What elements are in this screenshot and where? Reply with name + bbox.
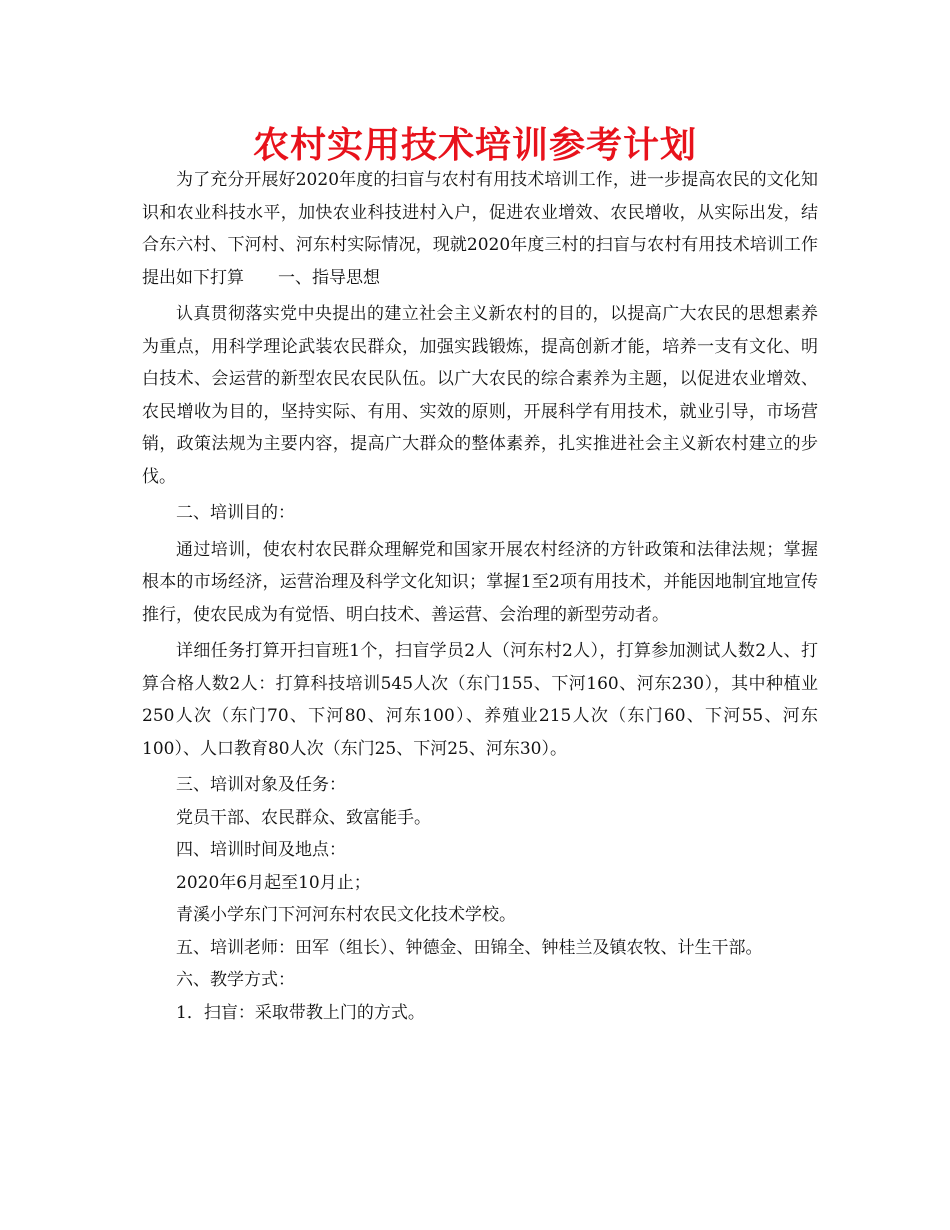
heading-training-targets: 三、培训对象及任务： — [176, 775, 346, 795]
paragraph-guiding-thought: 认真贯彻落实党中央提出的建立社会主义新农村的目的，以提高广大农民的思想素养为重点，用科学理论武装农民群众，加强实践锻炼，提高创新才能，培养一支有文化、明白技术、会运营的新型农民农民队伍。以广大农民的综合素养为主题，以促进农业增效、农民增收为目的，坚持实际、有用、实效的原则，开展科学有用技术，就业引导，市场营销，政策法规为主要内容，提高广大群众的整体素养，扎实推进社会主义新农村建立的步伐。 — [142, 304, 818, 487]
paragraph-training-time: 2020年6月起至10月止； — [176, 872, 371, 893]
heading-training-time-place: 四、培训时间及地点： — [176, 840, 346, 860]
paragraph-training-teachers: 五、培训老师：田军（组长）、钟德金、田锦全、钟桂兰及镇农牧、计生干部。 — [176, 937, 763, 958]
paragraph-training-targets: 党员干部、农民群众、致富能手。 — [176, 807, 431, 828]
heading-teaching-methods: 六、教学方式： — [176, 970, 295, 990]
heading-training-purpose: 二、培训目的： — [176, 503, 295, 523]
paragraph-teaching-method-1: 1．扫盲：采取带教上门的方式。 — [176, 1002, 425, 1023]
paragraph-training-purpose: 通过培训，使农村农民群众理解党和国家开展农村经济的方针政策和法律法规；掌握根本的市场经济，运营治理及科学文化知识；掌握1至2项有用技术，并能因地制宜地宣传推行，使农民成为有觉悟、明白技术、善运营、会治理的新型劳动者。 — [142, 539, 818, 625]
paragraph-detailed-tasks: 详细任务打算开扫盲班1个，扫盲学员2人（河东村2人），打算参加测试人数2人、打算合格人数2人：打算科技培训545人次（东门155、下河160、河东230），其中种植业250人次（东门70、下河80、河东100）、养殖业215人次（东门60、下河55、河东100）、人口教育80人次（东门25、下河25、河东30）。 — [142, 641, 818, 759]
document-title: 农村实用技术培训参考计划 — [252, 125, 697, 166]
document-body — [142, 164, 818, 1029]
paragraph-intro: 为了充分开展好2020年度的扫盲与农村有用技术培训工作，进一步提高农民的文化知识和农业科技水平，加快农业科技进村入户，促进农业增效、农民增收，从实际出发，结合东六村、下河村、河东村实际情况，现就2020年度三村的扫盲与农村有用技术培训工作提出如下打算 一、指导思想 — [142, 170, 818, 288]
paragraph-training-place: 青溪小学东门下河河东村农民文化技术学校。 — [176, 905, 516, 925]
